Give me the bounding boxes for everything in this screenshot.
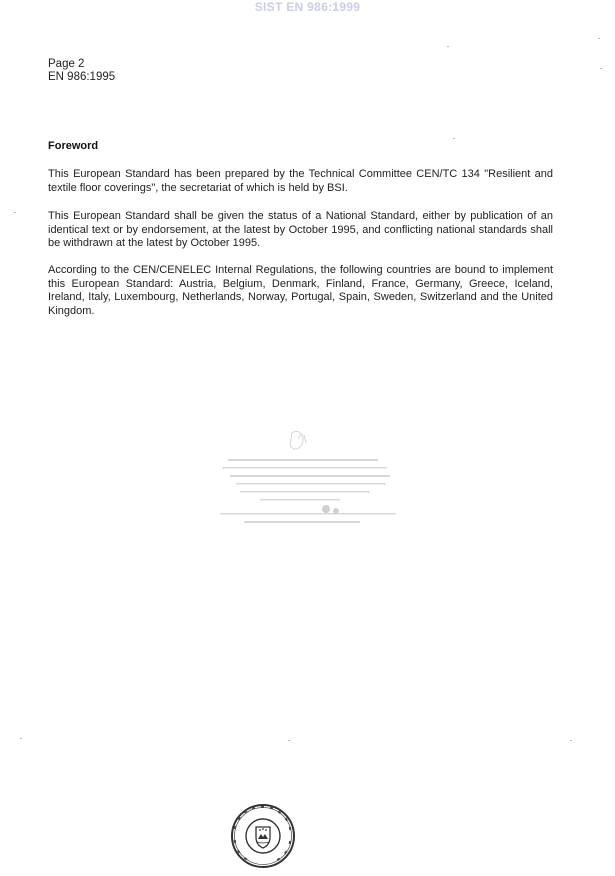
foreword-paragraph-2: This European Standard shall be given the status of a National Standard, either by publication of an identical text or by endorsement, at the latest by October 1995, and conflicting national standards shall be withdrawn at the latest by October 1995.	[48, 210, 553, 249]
watermark: SIST EN 986:1999	[254, 0, 361, 14]
foreword-paragraph-1: This European Standard has been prepared by the Technical Committee CEN/TC 134 "Resilient and textile floor coverings", the secretariat of which is held by BSI.	[48, 168, 553, 194]
scan-speck	[598, 38, 600, 39]
scan-speck	[14, 212, 16, 213]
scan-speck	[570, 740, 572, 741]
scan-speck	[288, 740, 290, 741]
page-label: Page 2	[48, 58, 85, 70]
faded-stamp-icon	[200, 425, 400, 535]
standard-reference: EN 986:1995	[48, 71, 116, 83]
foreword-heading: Foreword	[48, 140, 99, 152]
scan-speck	[453, 138, 455, 139]
official-seal-icon	[230, 803, 296, 869]
scan-speck	[600, 68, 602, 69]
page-reference	[48, 58, 115, 84]
scan-speck	[447, 46, 449, 47]
foreword-paragraph-3: According to the CEN/CENELEC Internal Regulations, the following countries are bound to implement this European Standard: Austria, Belgium, Denmark, Finland, France, Germany, Greece, Iceland, Ireland, Italy, Luxembourg, Netherlands, Norway, Portugal, Spain, Sweden, Switzerland and the United Kingdom.	[48, 264, 553, 317]
scan-speck	[20, 738, 22, 739]
